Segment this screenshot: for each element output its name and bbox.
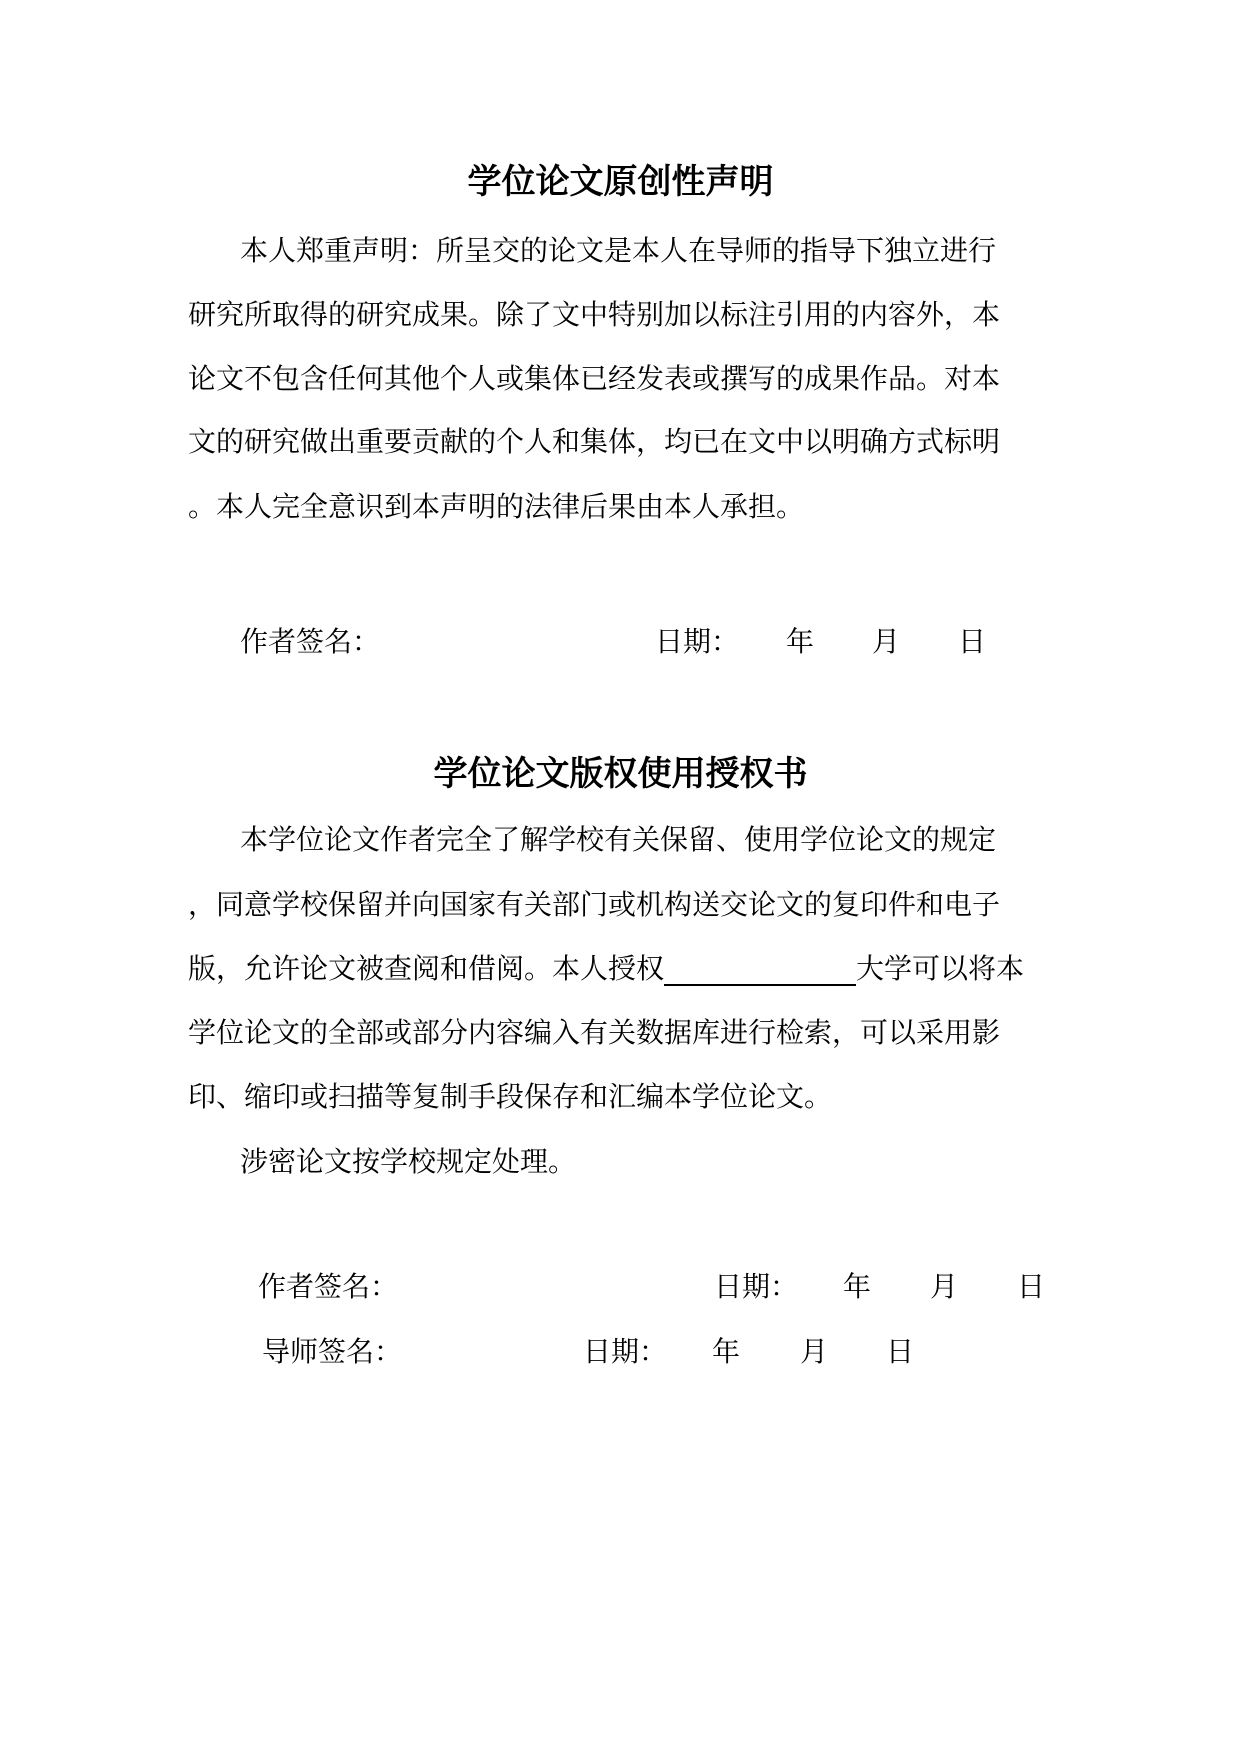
declaration-year-label: 年	[786, 625, 815, 658]
declaration-line-5: 。本人完全意识到本声明的法律后果由本人承担。	[188, 490, 805, 523]
supervisor-month-label: 月	[800, 1335, 829, 1368]
declaration-line-1: 本人郑重声明：所呈交的论文是本人在导师的指导下独立进行	[240, 234, 997, 267]
authorization-author-day-label: 日	[1017, 1270, 1046, 1303]
authorization-author-signature-label: 作者签名：	[258, 1270, 399, 1303]
declaration-line-4: 文的研究做出重要贡献的个人和集体，均已在文中以明确方式标明	[188, 425, 1001, 458]
supervisor-day-label: 日	[886, 1335, 915, 1368]
declaration-title: 学位论文原创性声明	[467, 162, 774, 202]
declaration-line-2: 研究所取得的研究成果。除了文中特别加以标注引用的内容外，本	[188, 298, 1001, 331]
authorization-line-5: 印、缩印或扫描等复制手段保存和汇编本学位论文。	[188, 1080, 833, 1113]
authorization-author-year-label: 年	[843, 1270, 872, 1303]
authorization-author-month-label: 月	[930, 1270, 959, 1303]
authorization-line-2: ，同意学校保留并向国家有关部门或机构送交论文的复印件和电子	[188, 888, 1001, 921]
declaration-month-label: 月	[872, 625, 901, 658]
supervisor-signature-label: 导师签名：	[262, 1335, 403, 1368]
authorization-line-3-start: 版，允许论文被查阅和借阅。本人授权	[188, 952, 665, 985]
authorization-line-4: 学位论文的全部或部分内容编入有关数据库进行检索，可以采用影	[188, 1016, 1001, 1049]
university-name-blank[interactable]	[664, 954, 856, 986]
authorization-line-3-end: 大学可以将本	[856, 952, 1025, 985]
supervisor-year-label: 年	[712, 1335, 741, 1368]
confidential-note: 涉密论文按学校规定处理。	[240, 1145, 577, 1178]
declaration-line-3: 论文不包含任何其他个人或集体已经发表或撰写的成果作品。对本	[188, 362, 1001, 395]
declaration-day-label: 日	[958, 625, 987, 658]
authorization-line-1: 本学位论文作者完全了解学校有关保留、使用学位论文的规定	[240, 823, 997, 856]
supervisor-date-label: 日期：	[583, 1335, 668, 1368]
authorization-title: 学位论文版权使用授权书	[433, 754, 808, 794]
authorization-author-date-label: 日期：	[714, 1270, 799, 1303]
declaration-date-label: 日期：	[655, 625, 740, 658]
authorization-line-3	[188, 952, 1024, 986]
declaration-author-signature-label: 作者签名：	[240, 625, 381, 658]
